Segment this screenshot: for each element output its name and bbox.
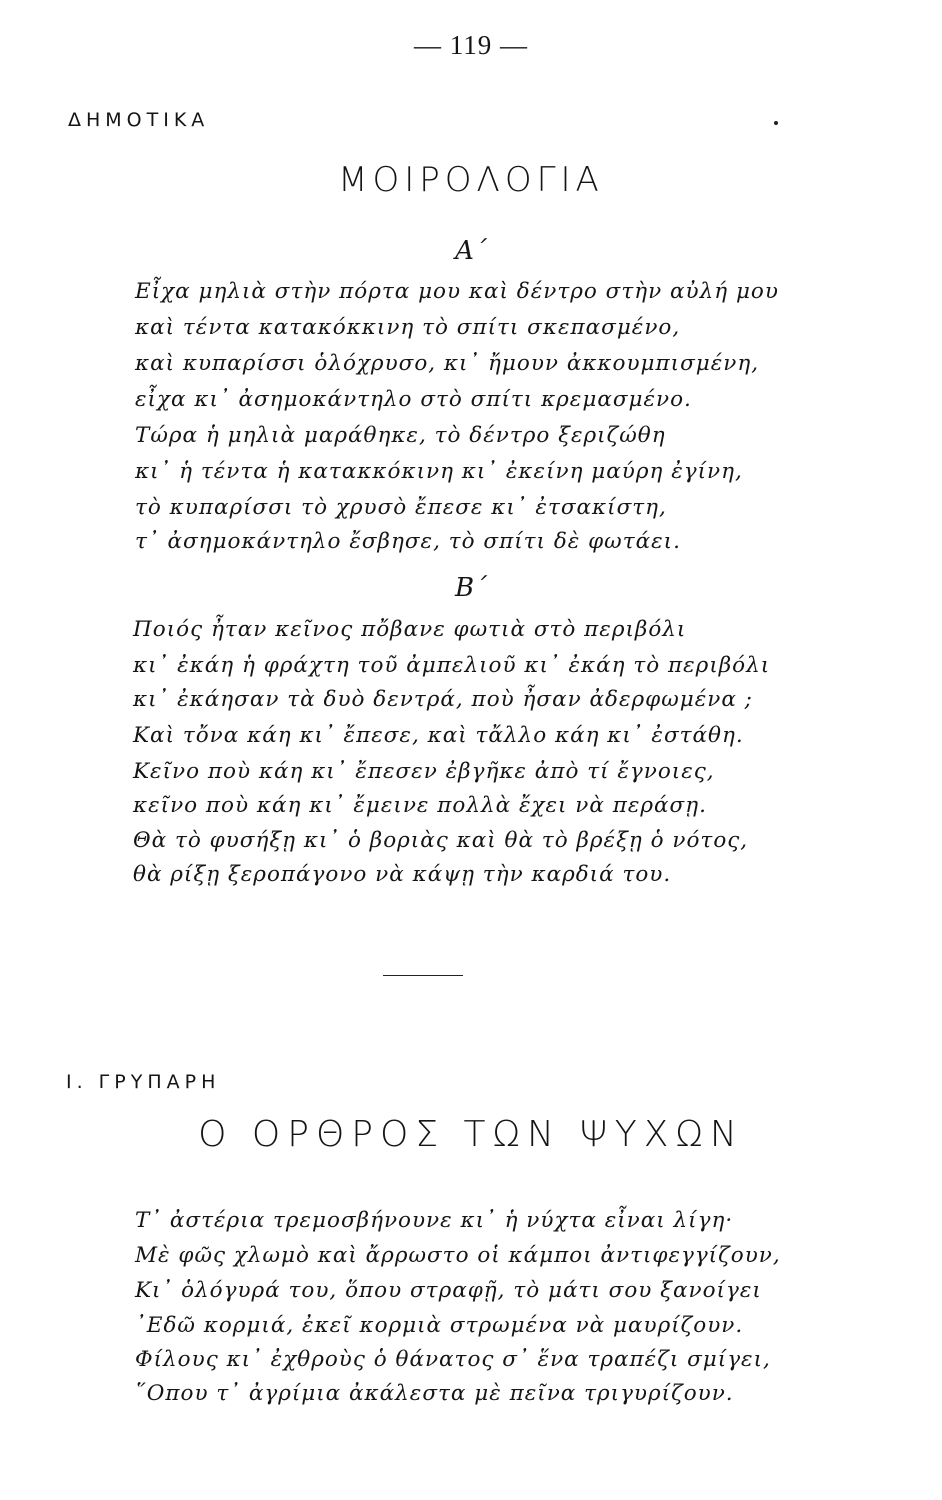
stanza-mark-a: Α΄ (455, 236, 487, 266)
ink-speck (774, 121, 778, 125)
stanza-mark-b: Β΄ (454, 573, 488, 603)
page-number: — 119 — (414, 30, 528, 60)
section-label: ΔΗΜΟΤΙΚΑ (68, 109, 210, 131)
verse-line: κι᾽ ἐκάησαν τὰ δυὸ δεντρά, ποὺ ἦσαν ἀδερφωμένα ; (133, 687, 753, 712)
verse-line: κι᾽ ἡ τέντα ἡ κατακκόκινη κι᾽ ἐκείνη μαύρη ἐγίνη, (135, 459, 743, 484)
verse-line: ῞Οπου τ᾽ ἀγρίμια ἀκάλεστα μὲ πεῖνα τριγυρίζουν. (135, 1381, 734, 1406)
verse-line: Μὲ φῶς χλωμὸ καὶ ἄρρωστο οἱ κάμποι ἀντιφεγγίζουν, (135, 1243, 781, 1268)
section-divider (383, 975, 463, 976)
verse-line: Θὰ τὸ φυσήξῃ κι᾽ ὁ βοριὰς καὶ θὰ τὸ βρέξῃ ὁ νότος, (133, 828, 749, 853)
verse-line: καὶ κυπαρίσσι ὁλόχρυσο, κι᾽ ἤμουν ἀκκουμπισμένη, (135, 351, 760, 376)
poem-title: ΜΟΙΡΟΛΟΓΙΑ (338, 160, 604, 200)
verse-line: τ᾽ ἀσημοκάντηλο ἔσβησε, τὸ σπίτι δὲ φωτάει. (135, 529, 681, 554)
verse-line: Κεῖνο ποὺ κάη κι᾽ ἔπεσεν ἐβγῆκε ἀπὸ τί ἔγνοιες, (133, 759, 715, 784)
verse-line: Κι᾽ ὁλόγυρά του, ὅπου στραφῇ, τὸ μάτι σου ξανοίγει (135, 1278, 762, 1303)
verse-line: θὰ ρίξῃ ξεροπάγονο νὰ κάψῃ τὴν καρδιά του. (133, 862, 672, 887)
verse-line: Ποιός ἦταν κεῖνος πὄβανε φωτιὰ στὸ περιβόλι (133, 617, 687, 642)
verse-line: Τώρα ἡ μηλιὰ μαράθηκε, τὸ δέντρο ξεριζώθη (135, 423, 666, 448)
author-label: Ι. ΓΡΥΠΑΡΗ (66, 1071, 221, 1093)
verse-line: τὸ κυπαρίσσι τὸ χρυσὸ ἔπεσε κι᾽ ἐτσακίστη, (135, 495, 667, 520)
verse-line: κεῖνο ποὺ κάη κι᾽ ἔμεινε πολλὰ ἔχει νὰ περάσῃ. (133, 793, 707, 818)
verse-line: Φίλους κι᾽ ἐχθροὺς ὁ θάνατος σ᾽ ἕνα τραπέζι σμίγει, (135, 1347, 771, 1372)
verse-line: εἶχα κι᾽ ἀσημοκάντηλο στὸ σπίτι κρεμασμένο. (135, 387, 692, 412)
verse-line: κι᾽ ἐκάη ἡ φράχτη τοῦ ἀμπελιοῦ κι᾽ ἐκάη τὸ περιβόλι (133, 653, 771, 678)
verse-line: Καὶ τὄνα κάη κι᾽ ἔπεσε, καὶ τἄλλο κάη κι᾽ ἐστάθη. (133, 723, 744, 748)
verse-line: Εἶχα μηλιὰ στὴν πόρτα μου καὶ δέντρο στὴν αὐλή μου (135, 279, 779, 304)
verse-line: Τ᾽ ἀστέρια τρεμοσβήνουνε κι᾽ ἡ νύχτα εἶναι λίγη· (135, 1208, 734, 1233)
poem-title-2: Ο ΟΡΘΡΟΣ ΤΩΝ ΨΥΧΩΝ (198, 1114, 744, 1155)
verse-line: ᾽Εδῶ κορμιά, ἐκεῖ κορμιὰ στρωμένα νὰ μαυρίζουν. (135, 1313, 744, 1338)
verse-line: καὶ τέντα κατακόκκινη τὸ σπίτι σκεπασμένο, (135, 315, 681, 340)
